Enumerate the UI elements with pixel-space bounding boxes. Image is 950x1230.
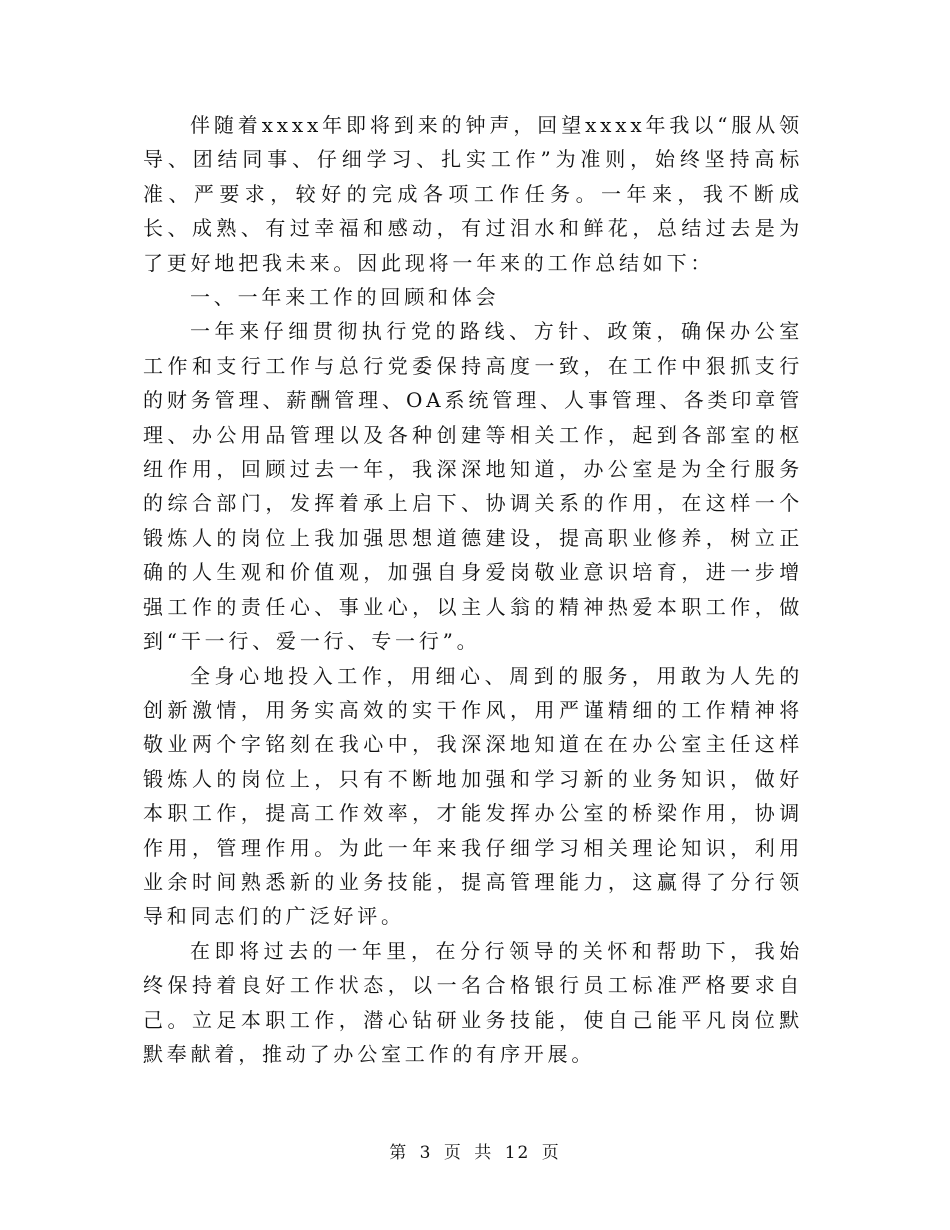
- document-body: [143, 108, 803, 1071]
- paragraph-intro: 伴随着xxxx年即将到来的钟声，回望xxxx年我以“服从领导、团结同事、仔细学习、扎实工作”为准则，始终坚持高标准、严要求，较好的完成各项工作任务。一年来，我不断成长、成熟、有过幸福和感动，有过泪水和鲜花，总结过去是为了更好地把我未来。因此现将一年来的工作总结如下：: [143, 113, 803, 275]
- section-heading: 一、一年来工作的回顾和体会: [190, 285, 500, 310]
- page-number-footer: 第 3 页 共 12 页: [389, 1143, 561, 1163]
- paragraph-review: 一年来仔细贯彻执行党的路线、方针、政策，确保办公室工作和支行工作与总行党委保持高度一致，在工作中狠抓支行的财务管理、薪酬管理、OA系统管理、人事管理、各类印章管理、办公用品管理以及各种创建等相关工作，起到各部室的枢纽作用，回顾过去一年，我深深地知道，办公室是为全行服务的综合部门，发挥着承上启下、协调关系的作用，在这样一个锻炼人的岗位上我加强思想道德建设，提高职业修养，树立正确的人生观和价值观，加强自身爱岗敬业意识培育，进一步增强工作的责任心、事业心，以主人翁的精神热爱本职工作，做到“干一行、爱一行、专一行”。: [143, 319, 803, 654]
- paragraph-dedication: 全身心地投入工作，用细心、周到的服务，用敢为人先的创新激情，用务实高效的实干作风，用严谨精细的工作精神将敬业两个字铭刻在我心中，我深深地知道在在办公室主任这样锻炼人的岗位上，只有不断地加强和学习新的业务知识，做好本职工作，提高工作效率，才能发挥办公室的桥梁作用，协调作用，管理作用。为此一年来我仔细学习相关理论知识，利用业余时间熟悉新的业务技能，提高管理能力，这赢得了分行领导和同志们的广泛好评。: [143, 663, 803, 929]
- paragraph-conclusion: 在即将过去的一年里，在分行领导的关怀和帮助下，我始终保持着良好工作状态，以一名合格银行员工标准严格要求自己。立足本职工作，潜心钻研业务技能，使自己能平凡岗位默默奉献着，推动了办公室工作的有序开展。: [143, 938, 803, 1066]
